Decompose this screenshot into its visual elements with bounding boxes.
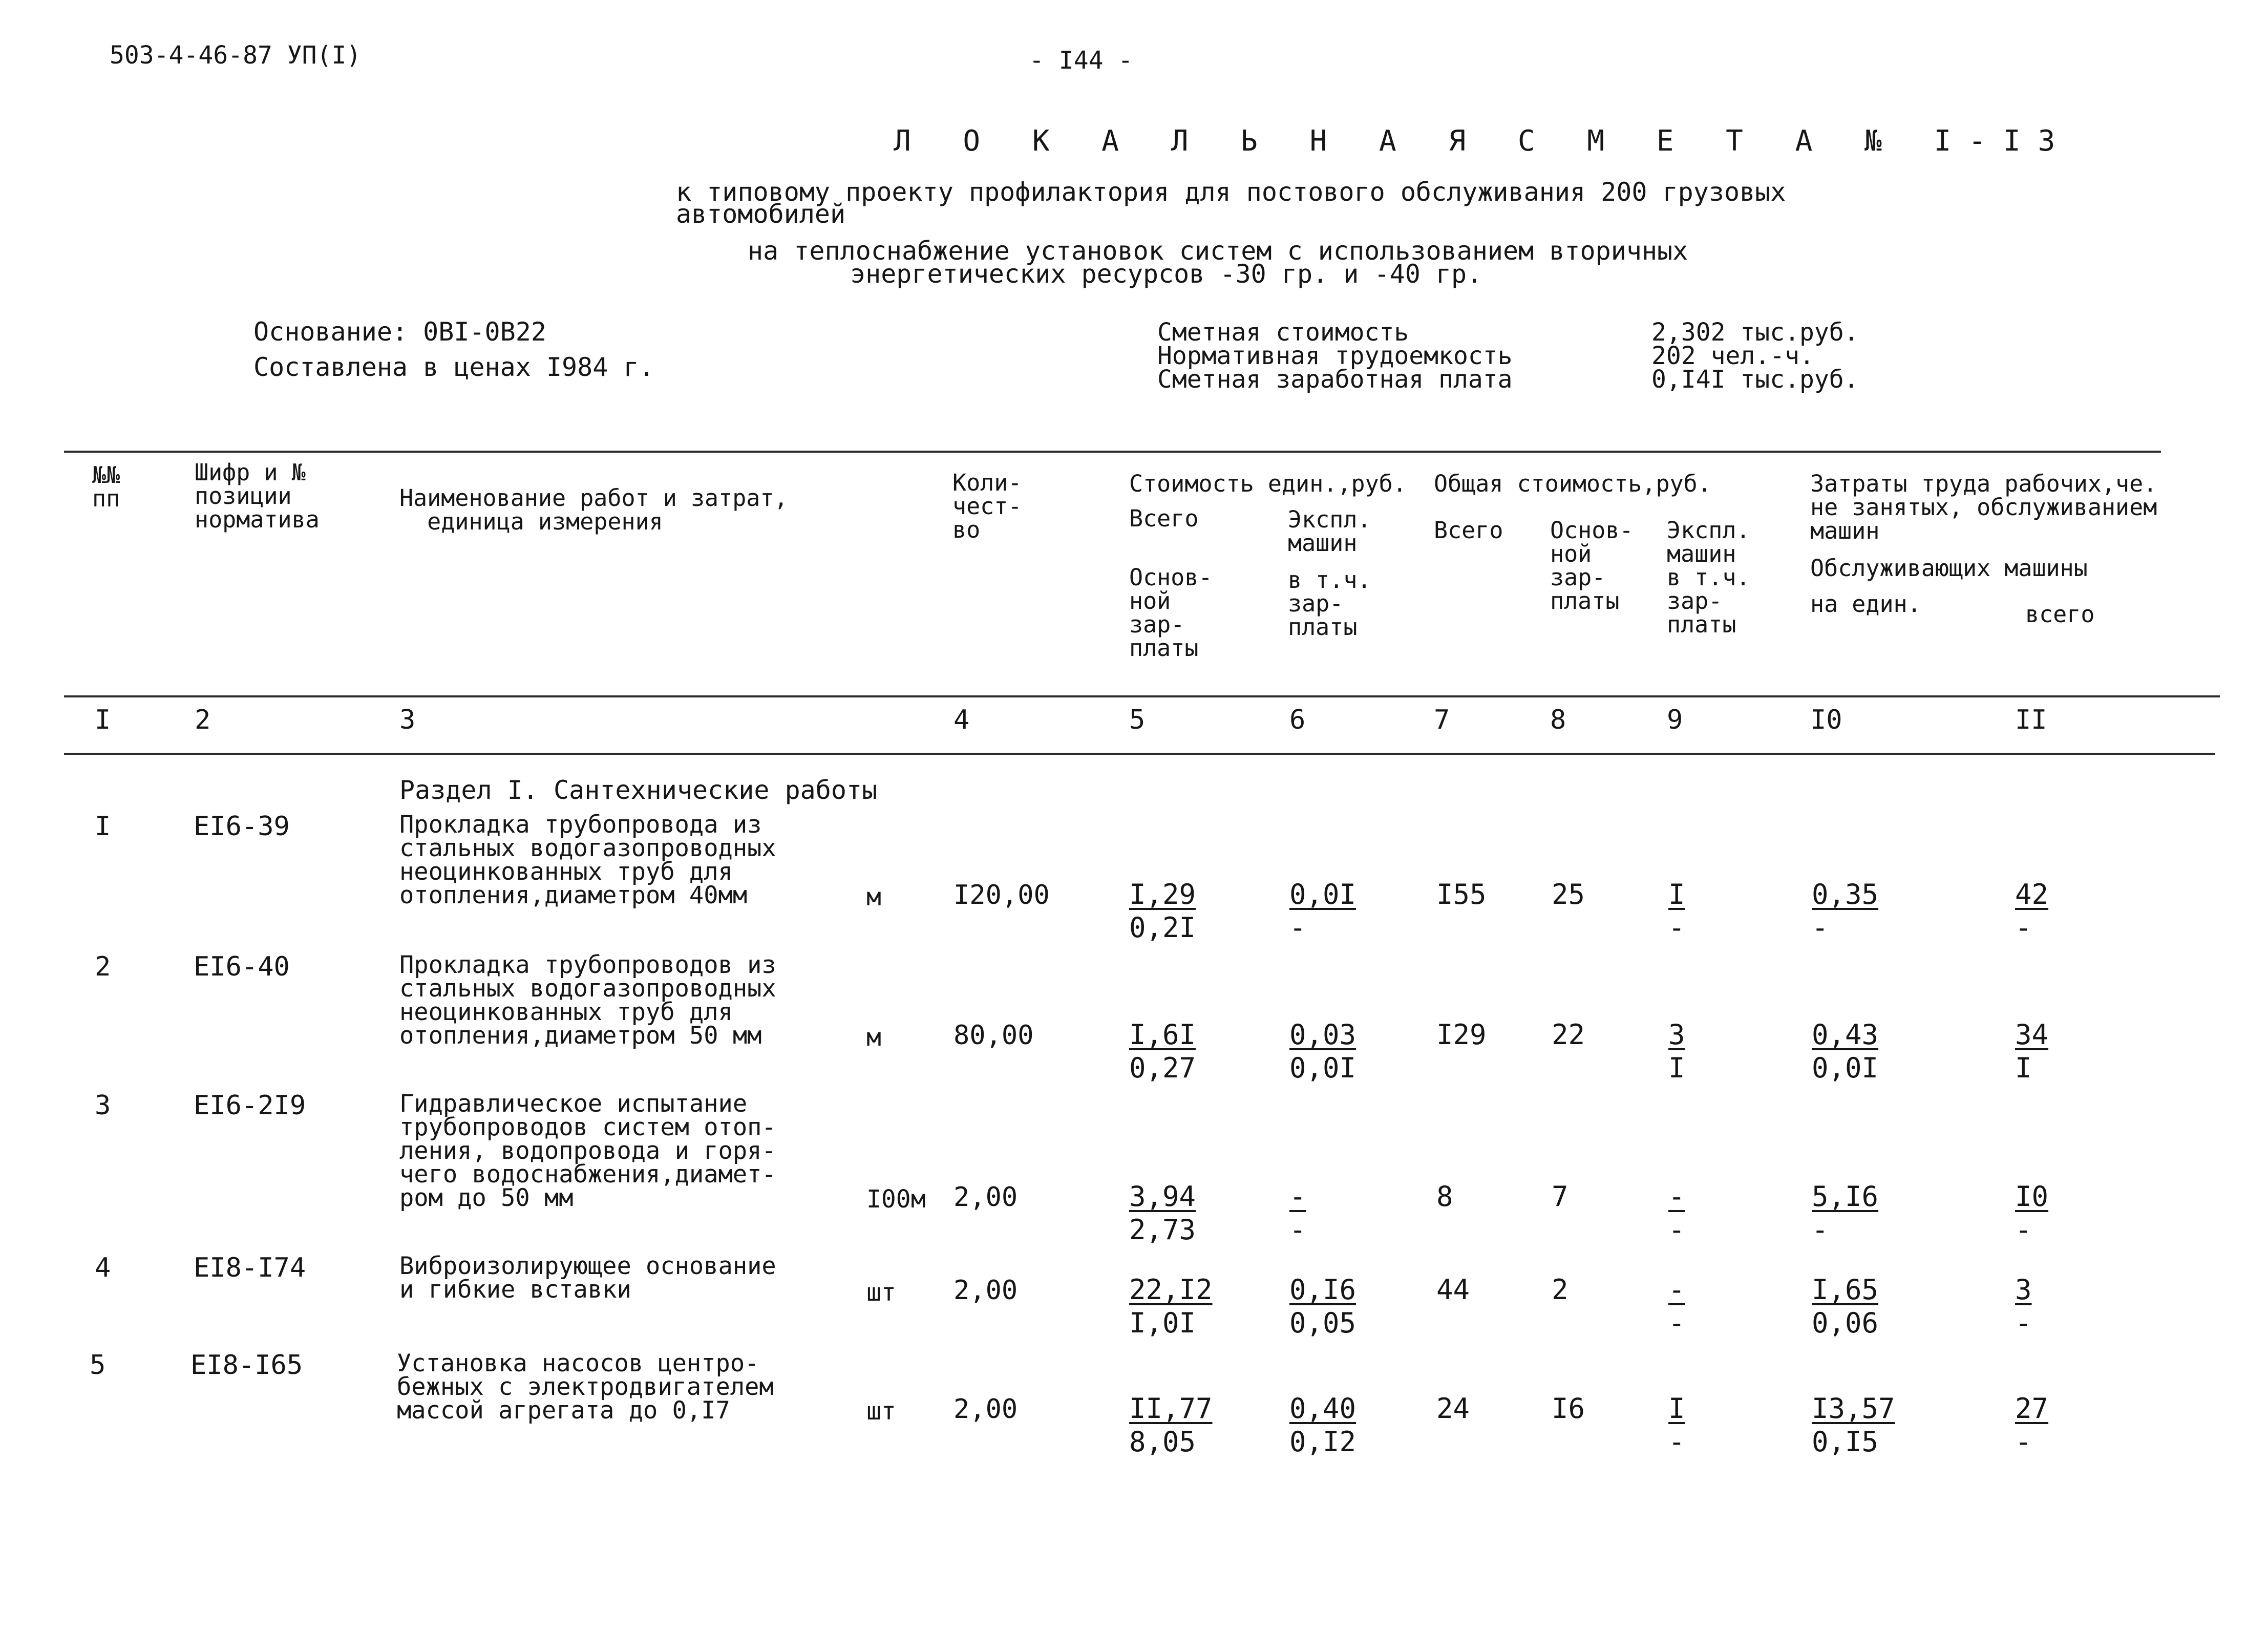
column-number-11: II <box>2015 705 2047 735</box>
column-number-2: 2 <box>195 705 211 735</box>
header-col10-per-unit: на един. <box>1810 590 1921 618</box>
row-2-labor-per-unit: 0,43 <box>1812 1019 1879 1051</box>
row-3-unit: I00м <box>866 1185 926 1214</box>
row-1-total-wage: 25 <box>1552 878 1585 910</box>
row-1-labor-per-unit: 0,35 <box>1812 878 1879 910</box>
row-3-total-machines-wage: - <box>1668 1214 1685 1246</box>
row-4-total: 44 <box>1436 1274 1470 1306</box>
cost-value: 2,302 тыс.руб. <box>1651 318 1859 347</box>
row-1-total: I55 <box>1436 878 1487 910</box>
row-5-labor-per-unit: I3,57 <box>1812 1392 1895 1425</box>
page-number: - I44 - <box>1029 46 1133 75</box>
labor-label: Нормативная трудоемкость <box>1157 342 1513 370</box>
row-3-name: Гидравлическое испытание трубопроводов систем отоп- ления, водопровода и горя- чего водоснабжения,диамет- ром до 50 мм <box>399 1090 776 1212</box>
column-number-3: 3 <box>399 705 416 735</box>
row-1-labor-total-sub: - <box>2015 911 2032 944</box>
header-labor: Затраты труда рабочих,че. не занятых, обслуживанием машин <box>1810 470 2157 544</box>
row-4-total-machines-wage: - <box>1668 1307 1685 1339</box>
row-3-unit-wage: 2,73 <box>1129 1214 1196 1246</box>
row-2-unit-wage: 0,27 <box>1129 1052 1196 1084</box>
row-2-unit-machines: 0,03 <box>1289 1019 1356 1051</box>
row-5-quantity: 2,00 <box>953 1394 1018 1425</box>
row-5-labor-total-sub: - <box>2015 1426 2032 1458</box>
row-2-total-wage: 22 <box>1552 1019 1585 1051</box>
row-2-number: 2 <box>95 951 111 982</box>
row-4-unit-machines: 0,I6 <box>1289 1274 1356 1306</box>
subtitle-line-4: энергетических ресурсов -30 гр. и -40 гр. <box>850 259 1482 289</box>
row-5-unit-total: II,77 <box>1129 1392 1213 1425</box>
row-4-labor-total-sub: - <box>2015 1307 2032 1339</box>
column-number-7: 7 <box>1434 705 1450 735</box>
cost-label: Сметная стоимость <box>1157 318 1409 347</box>
column-number-9: 9 <box>1667 705 1683 735</box>
header-col7-total: Всего <box>1434 517 1503 544</box>
row-2-labor-per-unit-sub: 0,0I <box>1812 1052 1879 1084</box>
column-number-1: I <box>95 705 111 735</box>
column-number-10: I0 <box>1810 705 1842 735</box>
row-3-labor-total: I0 <box>2015 1180 2049 1213</box>
row-4-name: Виброизолирующее основание и гибкие вставки <box>399 1252 776 1304</box>
row-1-labor-total: 42 <box>2015 878 2049 910</box>
prices-text: Составлена в ценах I984 г. <box>253 352 654 382</box>
header-col6-wage: в т.ч. зар- платы <box>1288 566 1371 641</box>
row-2-labor-total-sub: I <box>2015 1052 2032 1084</box>
wage-label: Сметная заработная плата <box>1157 365 1513 394</box>
header-labor-sub: Обслуживающих машины <box>1810 555 2088 582</box>
row-2-unit: м <box>866 1023 881 1052</box>
row-5-code: EI8-I65 <box>190 1350 303 1381</box>
row-4-unit-total: 22,I2 <box>1129 1274 1213 1306</box>
row-5-total: 24 <box>1436 1392 1470 1425</box>
row-4-total-machines: - <box>1668 1274 1685 1306</box>
row-4-unit-machines-wage: 0,05 <box>1289 1307 1356 1339</box>
row-4-labor-total: 3 <box>2015 1274 2032 1306</box>
basis-text: Основание: 0BI-0B22 <box>253 317 546 347</box>
row-5-unit-wage: 8,05 <box>1129 1426 1196 1458</box>
document-title: Л О К А Л Ь Н А Я С М Е Т А № I-I3 <box>894 124 2073 158</box>
row-1-unit-wage: 0,2I <box>1129 911 1196 944</box>
header-col-name: Наименование работ и затрат, единица измерения <box>399 484 788 535</box>
subtitle-line-1: к типовому проекту профилактория для постового обслуживания 200 грузовых <box>676 177 1786 207</box>
row-1-total-machines: I <box>1668 878 1685 910</box>
row-5-unit-machines-wage: 0,I2 <box>1289 1426 1356 1458</box>
row-5-total-machines-wage: - <box>1668 1426 1685 1458</box>
row-4-total-wage: 2 <box>1552 1274 1568 1306</box>
row-5-number: 5 <box>90 1350 106 1381</box>
row-2-labor-total: 34 <box>2015 1019 2049 1051</box>
row-5-labor-per-unit-sub: 0,I5 <box>1812 1426 1879 1458</box>
wage-value: 0,I4I тыс.руб. <box>1651 365 1859 394</box>
column-number-8: 8 <box>1550 705 1566 735</box>
row-1-name: Прокладка трубопровода из стальных водогазопроводных неоцинкованных труб для отопления,диаметром 40мм <box>399 811 776 909</box>
row-3-number: 3 <box>95 1090 111 1121</box>
column-numbers-rule <box>64 753 2215 755</box>
column-number-4: 4 <box>953 705 970 735</box>
header-col8-wage: Основ- ной зар- платы <box>1550 517 1634 614</box>
header-col6-machines: Экспл. машин <box>1288 506 1371 557</box>
table-top-rule <box>64 451 2161 453</box>
row-3-code: EI6-2I9 <box>194 1090 306 1121</box>
row-1-unit: м <box>866 883 881 911</box>
row-2-code: EI6-40 <box>194 951 290 982</box>
row-5-unit: шт <box>866 1397 896 1426</box>
row-3-quantity: 2,00 <box>953 1182 1018 1213</box>
row-1-unit-total: I,29 <box>1129 878 1196 910</box>
column-number-5: 5 <box>1129 705 1146 735</box>
row-1-total-machines-wage: - <box>1668 911 1685 944</box>
labor-value: 202 чел.-ч. <box>1651 342 1814 370</box>
subtitle-line-2: автомобилей <box>676 199 846 229</box>
row-3-unit-machines-wage: - <box>1289 1214 1306 1246</box>
header-col5-wage: Основ- ной зар- платы <box>1129 564 1213 662</box>
header-col5-total: Всего <box>1129 505 1199 532</box>
row-4-unit: шт <box>866 1278 896 1307</box>
document-code: 503-4-46-87 УП(I) <box>110 41 362 70</box>
row-4-labor-per-unit-sub: 0,06 <box>1812 1307 1879 1339</box>
row-3-labor-per-unit: 5,I6 <box>1812 1180 1879 1213</box>
row-1-labor-per-unit-sub: - <box>1812 911 1829 944</box>
row-2-total: I29 <box>1436 1019 1487 1051</box>
row-2-total-machines-wage: I <box>1668 1052 1685 1084</box>
row-4-code: EI8-I74 <box>194 1253 306 1283</box>
row-3-unit-total: 3,94 <box>1129 1180 1196 1213</box>
row-4-labor-per-unit: I,65 <box>1812 1274 1879 1306</box>
header-col-number: №№ пп <box>92 461 120 512</box>
row-5-unit-machines: 0,40 <box>1289 1392 1356 1425</box>
header-unit-cost: Стоимость един.,руб. <box>1129 470 1407 497</box>
row-3-total-machines: - <box>1668 1180 1685 1213</box>
row-3-unit-machines: - <box>1289 1180 1306 1213</box>
row-5-name: Установка насосов центро- бежных с электродвигателем массой агрегата до 0,I7 <box>397 1349 774 1425</box>
row-2-name: Прокладка трубопроводов из стальных водогазопроводных неоцинкованных труб для отопления,диаметром 50 мм <box>399 951 776 1050</box>
subtitle-line-3: на теплоснабжение установок систем с использованием вторичных <box>748 236 1688 266</box>
row-1-unit-machines: 0,0I <box>1289 878 1356 910</box>
row-4-quantity: 2,00 <box>953 1275 1018 1306</box>
header-bottom-rule <box>64 695 2220 697</box>
header-col-quantity: Коли- чест- во <box>952 469 1022 543</box>
section-title: Раздел I. Сантехнические работы <box>399 775 878 805</box>
row-5-total-wage: I6 <box>1552 1392 1585 1425</box>
row-1-code: EI6-39 <box>194 811 290 842</box>
row-1-quantity: I20,00 <box>953 880 1050 910</box>
row-2-quantity: 80,00 <box>953 1020 1034 1051</box>
row-2-unit-machines-wage: 0,0I <box>1289 1052 1356 1084</box>
row-4-unit-wage: I,0I <box>1129 1307 1196 1339</box>
header-col11-total: всего <box>2025 601 2095 628</box>
row-1-number: I <box>95 811 111 842</box>
column-number-6: 6 <box>1289 705 1306 735</box>
row-5-total-machines: I <box>1668 1392 1685 1425</box>
row-3-total-wage: 7 <box>1552 1180 1568 1213</box>
header-col-code: Шифр и № позиции норматива <box>195 459 320 533</box>
row-3-labor-per-unit-sub: - <box>1812 1214 1829 1246</box>
row-2-unit-total: I,6I <box>1129 1019 1196 1051</box>
row-1-unit-machines-wage: - <box>1289 911 1306 944</box>
row-3-total: 8 <box>1436 1180 1453 1213</box>
header-col9-machines: Экспл. машин в т.ч. зар- платы <box>1667 517 1750 638</box>
row-5-labor-total: 27 <box>2015 1392 2049 1425</box>
header-total-cost: Общая стоимость,руб. <box>1434 470 1711 497</box>
row-4-number: 4 <box>95 1253 111 1283</box>
row-2-total-machines: 3 <box>1668 1019 1685 1051</box>
row-3-labor-total-sub: - <box>2015 1214 2032 1246</box>
